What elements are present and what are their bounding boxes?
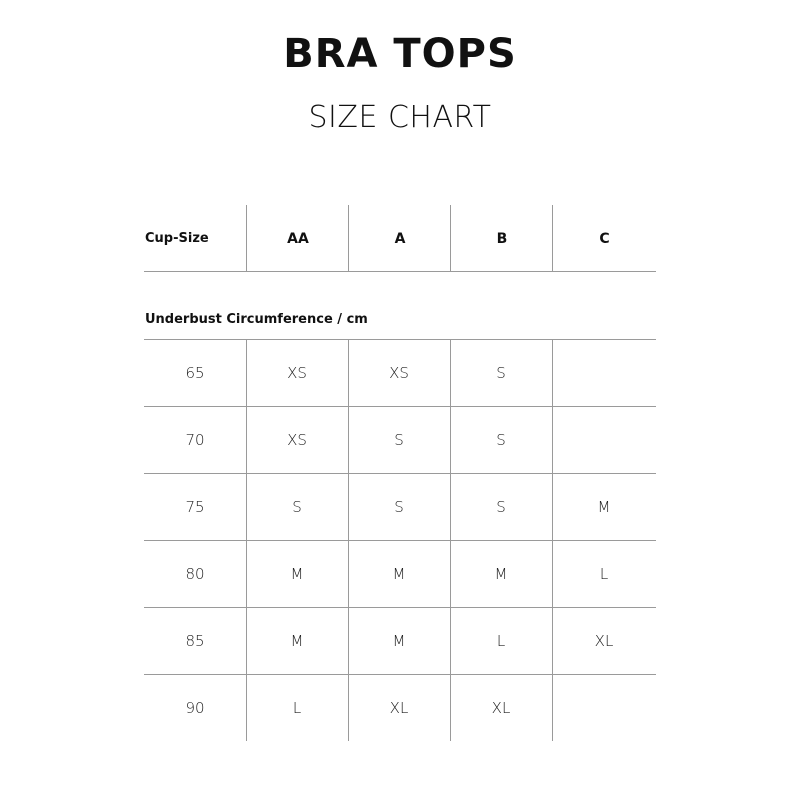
size-cell: L	[496, 632, 506, 650]
cup-size-header-c: C	[599, 231, 610, 247]
underbust-cell: 85	[185, 632, 205, 650]
cup-size-header-label: Cup-Size	[145, 231, 209, 246]
size-cell: M	[392, 565, 406, 583]
size-cell: M	[392, 632, 406, 650]
underbust-cell: 75	[185, 498, 205, 516]
header-divider	[348, 205, 349, 272]
size-cell: S	[394, 498, 404, 516]
size-cell: XS	[287, 364, 307, 382]
underbust-cell: 65	[185, 364, 205, 382]
cup-size-header-b: B	[496, 231, 508, 247]
page-subtitle: SIZE CHART	[308, 100, 492, 135]
header-bottom-rule	[144, 271, 656, 272]
row-divider	[144, 674, 656, 675]
header-divider	[246, 205, 247, 272]
size-cell: L	[292, 699, 302, 717]
cell-divider	[552, 406, 553, 473]
size-cell: S	[394, 431, 404, 449]
size-cell: XS	[389, 364, 409, 382]
size-cell: M	[290, 632, 304, 650]
row-divider	[144, 607, 656, 608]
table-body-top-rule	[144, 339, 656, 340]
cell-divider	[552, 674, 553, 741]
size-cell: XL	[491, 699, 511, 717]
size-cell: XL	[594, 632, 614, 650]
underbust-cell: 90	[185, 699, 205, 717]
size-cell: L	[599, 565, 609, 583]
cup-size-header-aa: AA	[287, 231, 309, 247]
size-cell: S	[292, 498, 302, 516]
size-cell: M	[597, 498, 611, 516]
header-divider	[450, 205, 451, 272]
page-title: BRA TOPS	[283, 31, 517, 77]
size-cell: M	[290, 565, 304, 583]
size-cell: XS	[287, 431, 307, 449]
underbust-cell: 70	[185, 431, 205, 449]
row-divider	[144, 540, 656, 541]
header-divider	[552, 205, 553, 272]
size-cell: M	[494, 565, 508, 583]
size-cell: S	[496, 498, 506, 516]
row-divider	[144, 406, 656, 407]
size-cell: XL	[389, 699, 409, 717]
underbust-section-label: Underbust Circumference / cm	[145, 312, 368, 327]
cup-size-header-a: A	[394, 231, 406, 247]
cell-divider	[552, 339, 553, 406]
size-cell: S	[496, 364, 506, 382]
size-cell: S	[496, 431, 506, 449]
underbust-cell: 80	[185, 565, 205, 583]
row-divider	[144, 473, 656, 474]
